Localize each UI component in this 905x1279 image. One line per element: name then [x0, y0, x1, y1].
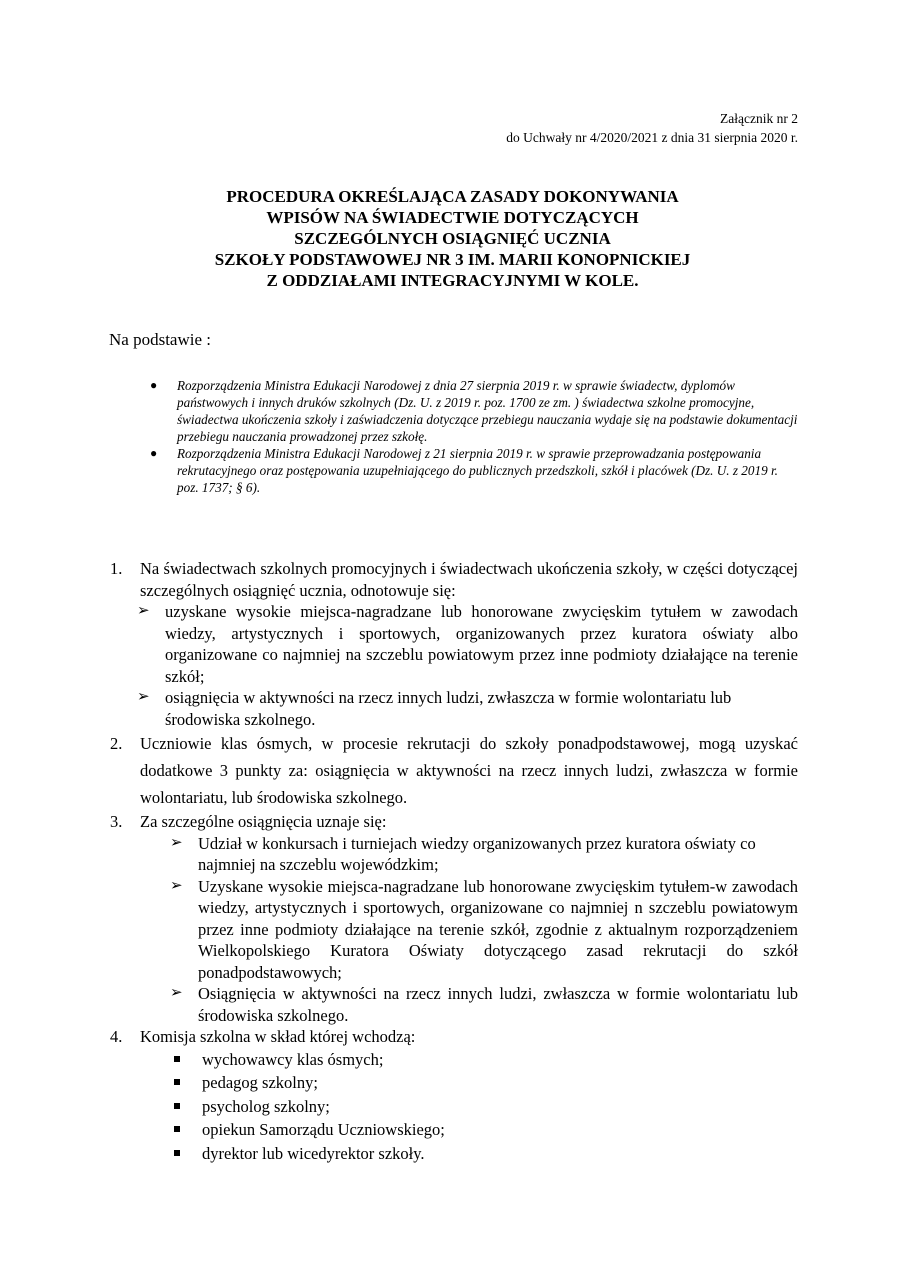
committee-member [174, 1048, 798, 1072]
legal-basis-item [150, 445, 798, 496]
square-bullet-icon [174, 1056, 180, 1062]
square-bullet-icon [174, 1126, 180, 1132]
legal-basis-list [150, 377, 798, 496]
committee-member [174, 1095, 798, 1119]
item-number: 2. [110, 734, 123, 753]
item-text: Uczniowie klas ósmych, w procesie rekrutacji do szkoły ponadpodstawowej, mogą uzyskać dodatkowe 3 punkty za: osiągnięcia w aktywności na rzecz innych ludzi, zwłaszcza w formie wolontariatu, lub środowiska szkolnego. [140, 734, 798, 807]
bullet-icon: ● [150, 446, 158, 460]
committee-member-text: opiekun Samorządu Uczniowskiego; [202, 1120, 445, 1139]
legal-basis-item [150, 377, 798, 445]
arrow-bullet-icon: ➢ [170, 877, 183, 894]
item-number: 1. [110, 559, 123, 578]
sub-item [137, 687, 798, 730]
sub-item-text: uzyskane wysokie miejsca-nagradzane lub honorowane zwycięskim tytułem w zawodach wiedzy, artystycznych i sportowych, organizowanych przez kuratora oświaty albo organizowane co najmniej na szczeblu powiatowym przez inne podmioty działające na terenie szkół; [165, 602, 798, 686]
item-text: Za szczególne osiągnięcia uznaje się: [140, 812, 387, 831]
committee-member-text: psycholog szkolny; [202, 1096, 330, 1116]
sub-item [170, 876, 798, 984]
attachment-note [506, 109, 798, 147]
title-line: SZCZEGÓLNYCH OSIĄGNIĘĆ UCZNIA [294, 229, 611, 248]
title-line: Z ODDZIAŁAMI INTEGRACYJNYMI W KOLE. [266, 271, 639, 290]
arrow-bullet-icon: ➢ [170, 985, 183, 1001]
arrow-bullet-icon: ➢ [170, 834, 183, 851]
committee-member-text: dyrektor lub wicedyrektor szkoły. [202, 1143, 425, 1163]
arrow-bullet-icon: ➢ [137, 603, 150, 619]
procedure-list [110, 558, 798, 1165]
title-line: PROCEDURA OKREŚLAJĄCA ZASADY DOKONYWANIA [226, 187, 679, 206]
resolution-reference: do Uchwały nr 4/2020/2021 z dnia 31 sierpnia 2020 r. [506, 130, 798, 145]
item-number: 3. [110, 812, 123, 831]
bullet-icon: ● [150, 378, 158, 392]
legal-basis-text: Rozporządzenia Ministra Edukacji Narodowej z 21 sierpnia 2019 r. w sprawie przeprowadzania postępowania rekrutacyjnego oraz postępowania uzupełniającego do publicznych przedszkoli, szkół i placówek (Dz. U. z 2019 r. poz. 1737; § 6). [177, 446, 778, 495]
procedure-item-2 [110, 730, 798, 811]
title-line: WPISÓW NA ŚWIADECTWIE DOTYCZĄCYCH [266, 208, 639, 227]
sub-item-text: Osiągnięcia w aktywności na rzecz innych ludzi, zwłaszcza w formie wolontariatu lub środowiska szkolnego. [198, 984, 798, 1025]
square-bullet-icon [174, 1150, 180, 1156]
procedure-item-3 [110, 811, 798, 1026]
sub-item-text: Uzyskane wysokie miejsca-nagradzane lub honorowane zwycięskim tytułem-w zawodach wiedzy, artystycznych i sportowych, organizowane co najmniej n szczeblu powiatowym przez inne podmioty działające na terenie szkół, zgodnie z aktualnym rozporządzeniem Wielkopolskiego Kuratora Oświaty dotyczącego zasad rekrutacji do szkół ponadpodstawowych; [198, 876, 798, 982]
committee-member [174, 1071, 798, 1095]
sub-item-text: Udział w konkursach i turniejach wiedzy organizowanych przez kuratora oświaty co najmniej na szczeblu wojewódzkim; [198, 833, 756, 874]
arrow-bullet-icon: ➢ [137, 689, 150, 705]
sub-item [137, 601, 798, 687]
procedure-item-4 [110, 1026, 798, 1165]
title-line: SZKOŁY PODSTAWOWEJ NR 3 IM. MARII KONOPNICKIEJ [214, 250, 691, 269]
sub-item-text: osiągnięcia w aktywności na rzecz innych ludzi, zwłaszcza w formie wolontariatu lub środowiska szkolnego. [165, 688, 732, 729]
procedure-item-1 [110, 558, 798, 730]
legal-basis-text: Rozporządzenia Ministra Edukacji Narodowej z dnia 27 sierpnia 2019 r. w sprawie świadectw, dyplomów państwowych i innych druków szkolnych (Dz. U. z 2019 r. poz. 1700 ze zm. ) świadectwa szkolne promocyjne, świadectwa ukończenia szkoły i zaświadczenia dotyczące przebiegu nauczania wydaje się na podstawie dokumentacji przebiegu nauczania prowadzonej przez szkołę. [177, 378, 798, 444]
attachment-number: Załącznik nr 2 [720, 111, 798, 126]
item-number: 4. [110, 1027, 123, 1046]
item-text: Komisja szkolna w skład której wchodzą: [140, 1027, 416, 1046]
sub-item [170, 833, 798, 876]
square-bullet-icon [174, 1079, 180, 1085]
committee-member-text: wychowawcy klas ósmych; [202, 1049, 384, 1069]
committee-member [174, 1118, 798, 1142]
item-text: Na świadectwach szkolnych promocyjnych i świadectwach ukończenia szkoły, w części dotyczącej szczególnych osiągnięć ucznia, odnotowuje się: [140, 559, 798, 600]
committee-member [174, 1142, 798, 1166]
committee-member-text: pedagog szkolny; [202, 1073, 318, 1092]
basis-label: Na podstawie : [109, 330, 211, 349]
sub-item [170, 983, 798, 1026]
square-bullet-icon [174, 1103, 180, 1109]
document-title [0, 186, 905, 291]
